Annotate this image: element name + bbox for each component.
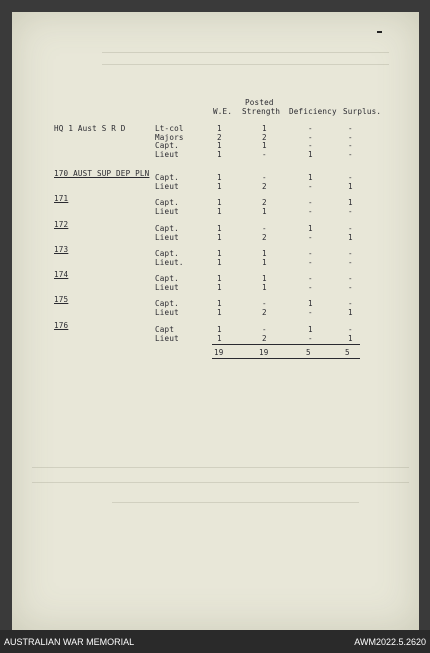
cell-we: 1 <box>217 224 222 233</box>
rank-label: Lieut <box>155 333 179 343</box>
total-strength: 19 <box>259 348 269 357</box>
rank-label: Capt. <box>155 141 179 150</box>
rank-label: Capt. <box>155 198 179 207</box>
cell-str: - <box>262 173 267 182</box>
cell-def: - <box>308 307 313 317</box>
cell-we: 1 <box>217 173 222 182</box>
rank-label: Lieut <box>155 282 179 292</box>
cell-def: 1 <box>308 173 313 182</box>
cell-def: 1 <box>308 149 313 159</box>
ink-mark <box>377 31 382 33</box>
cell-str: 1 <box>262 274 267 283</box>
unit-title: 173 <box>54 245 69 254</box>
cell-sur: 1 <box>348 232 353 242</box>
cell-sur: 1 <box>348 198 353 207</box>
rank-label: Capt. <box>155 299 179 308</box>
cell-def: - <box>308 333 313 343</box>
cell-str: 2 <box>262 307 267 317</box>
cell-def: - <box>308 132 313 142</box>
rank-label: Lieut <box>155 307 179 317</box>
cell-str: 1 <box>262 249 267 258</box>
cell-we: 1 <box>217 307 222 317</box>
cell-def: - <box>308 249 313 258</box>
cell-str: 2 <box>262 181 267 191</box>
cell-sur: 1 <box>348 307 353 317</box>
cell-str: 1 <box>262 257 267 267</box>
cell-def: - <box>308 257 313 267</box>
cell-sur: - <box>348 257 353 267</box>
cell-we: 1 <box>217 232 222 242</box>
document-page <box>12 12 419 630</box>
cell-we: 1 <box>217 282 222 292</box>
cell-sur: - <box>348 224 353 233</box>
cell-we: 1 <box>217 149 222 159</box>
cell-str: 1 <box>262 282 267 292</box>
cell-str: 2 <box>262 333 267 343</box>
cell-sur: - <box>348 149 353 159</box>
rank-label: Capt. <box>155 249 179 258</box>
rank-label: Capt. <box>155 173 179 182</box>
unit-title: 172 <box>54 220 69 229</box>
cell-sur: 1 <box>348 181 353 191</box>
total-surplus: 5 <box>345 348 350 357</box>
cell-sur: - <box>348 274 353 283</box>
cell-sur: - <box>348 249 353 258</box>
cell-we: 1 <box>217 141 222 150</box>
cell-sur: - <box>348 299 353 308</box>
cell-str: 2 <box>262 198 267 207</box>
header-we: W.E. <box>213 107 233 116</box>
cell-sur: - <box>348 206 353 216</box>
cell-we: 1 <box>217 181 222 191</box>
cell-def: - <box>308 274 313 283</box>
totals-double-rule <box>212 358 360 359</box>
total-we: 19 <box>214 348 224 357</box>
rank-label: Lieut <box>155 206 179 216</box>
cell-we: 1 <box>217 333 222 343</box>
cell-def: - <box>308 141 313 150</box>
cell-def: - <box>308 124 313 133</box>
rank-label: Capt <box>155 325 175 334</box>
cell-sur: - <box>348 325 353 334</box>
cell-sur: - <box>348 141 353 150</box>
header-posted: Posted <box>245 98 274 107</box>
cell-def: - <box>308 198 313 207</box>
cell-str: - <box>262 149 267 159</box>
total-deficiency: 5 <box>306 348 311 357</box>
cell-str: - <box>262 224 267 233</box>
cell-def: 1 <box>308 299 313 308</box>
rank-label: Lieut. <box>155 257 184 267</box>
cell-sur: 1 <box>348 333 353 343</box>
cell-str: - <box>262 299 267 308</box>
cell-sur: - <box>348 124 353 133</box>
unit-title: 170 AUST SUP DEP PLN <box>54 169 150 178</box>
unit-title: 175 <box>54 295 69 304</box>
cell-we: 1 <box>217 325 222 334</box>
cell-sur: - <box>348 132 353 142</box>
cell-we: 1 <box>217 299 222 308</box>
rank-label: Lt-col <box>155 124 184 133</box>
cell-we: 1 <box>217 274 222 283</box>
rank-label: Lieut <box>155 232 179 242</box>
cell-we: 1 <box>217 124 222 133</box>
totals-rule <box>212 344 360 345</box>
cell-str: 2 <box>262 232 267 242</box>
cell-def: - <box>308 206 313 216</box>
cell-sur: - <box>348 282 353 292</box>
rank-label: Lieut <box>155 149 179 159</box>
unit-title: HQ 1 Aust S R D <box>54 124 126 133</box>
cell-sur: - <box>348 173 353 182</box>
cell-def: 1 <box>308 224 313 233</box>
cell-we: 1 <box>217 206 222 216</box>
cell-we: 1 <box>217 198 222 207</box>
cell-str: 2 <box>262 132 267 142</box>
cell-str: 1 <box>262 124 267 133</box>
cell-str: - <box>262 325 267 334</box>
rank-label: Majors <box>155 132 184 142</box>
cell-we: 1 <box>217 257 222 267</box>
footer-institution: AUSTRALIAN WAR MEMORIAL <box>4 637 135 647</box>
cell-def: - <box>308 282 313 292</box>
archive-footer <box>0 630 430 653</box>
rank-label: Lieut <box>155 181 179 191</box>
footer-reference: AWM2022.5.2620 <box>354 637 426 647</box>
header-strength: Strength <box>242 107 281 116</box>
header-deficiency: Deficiency <box>289 107 337 116</box>
cell-we: 2 <box>217 132 222 142</box>
unit-title: 176 <box>54 321 69 330</box>
unit-title: 171 <box>54 194 69 203</box>
unit-title: 174 <box>54 270 69 279</box>
rank-label: Capt. <box>155 274 179 283</box>
cell-def: - <box>308 232 313 242</box>
cell-str: 1 <box>262 206 267 216</box>
cell-def: - <box>308 181 313 191</box>
rank-label: Capt. <box>155 224 179 233</box>
cell-str: 1 <box>262 141 267 150</box>
cell-def: 1 <box>308 325 313 334</box>
header-surplus: Surplus. <box>343 107 382 116</box>
cell-we: 1 <box>217 249 222 258</box>
